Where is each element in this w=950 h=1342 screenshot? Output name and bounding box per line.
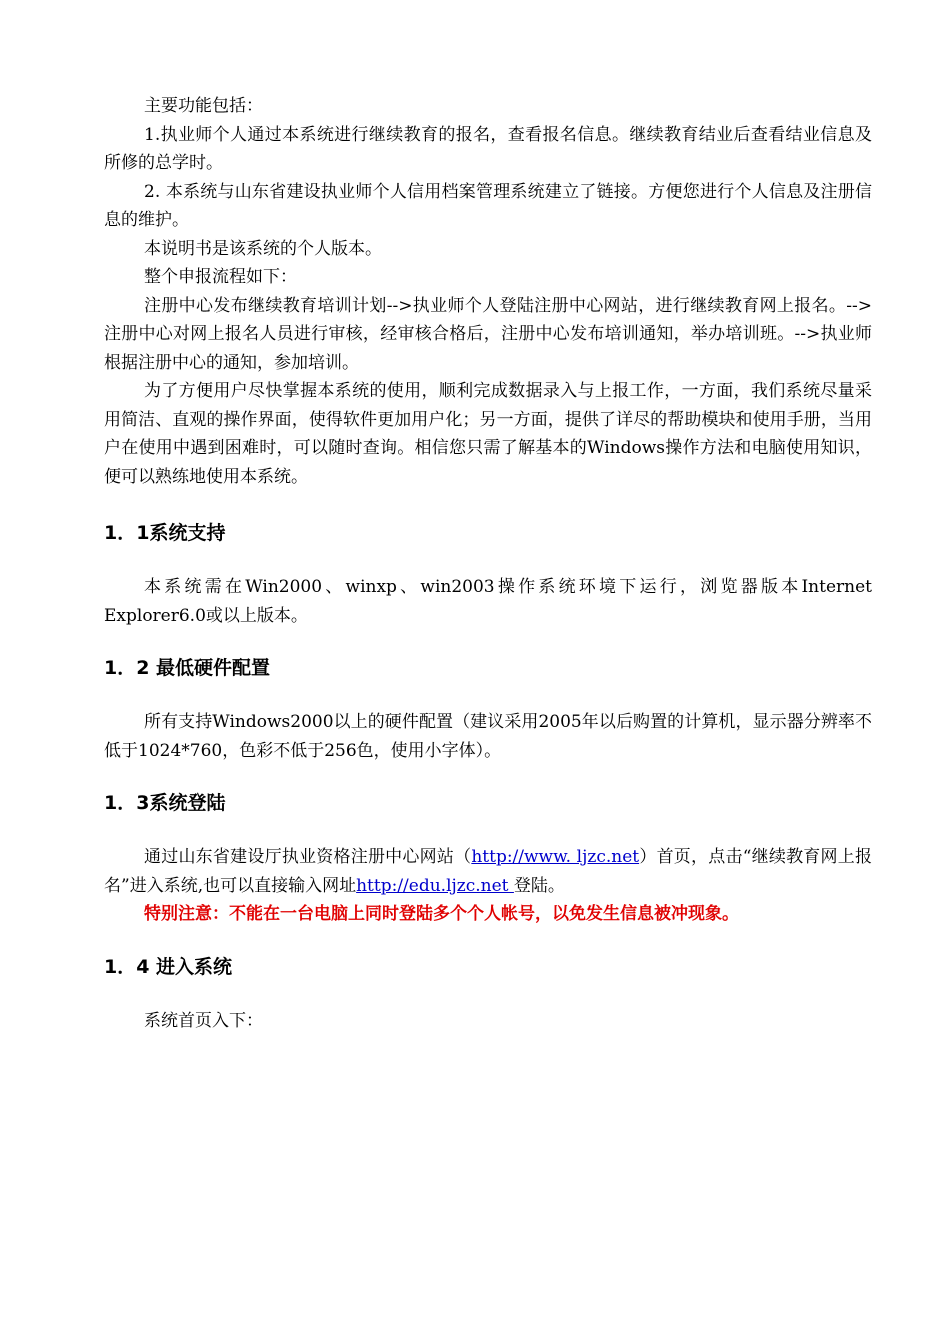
section-body-login [104,843,872,900]
intro-paragraph-6: 注册中心发布继续教育培训计划-->执业师个人登陆注册中心网站，进行继续教育网上报名。-->注册中心对网上报名人员进行审核，经审核合格后，注册中心发布培训通知，举办培训班。-->执业师根据注册中心的通知，参加培训。 [104,295,872,373]
login-text-c: 登陆。 [513,875,565,896]
section-heading-system-support: 1．1系统支持 [104,522,226,544]
edu-site-link[interactable]: http://edu.ljzc.net [356,875,514,896]
section-body-system-support: 本系统需在Win2000、winxp、win2003操作系统环境下运行，浏览器版本Internet Explorer6.0或以上版本。 [104,577,872,626]
intro-paragraph-3: 2. 本系统与山东省建设执业师个人信用档案管理系统建立了链接。方便您进行个人信息及注册信息的维护。 [104,181,872,230]
section-heading-login: 1．3系统登陆 [104,792,226,814]
login-text-b: ）首页，点击“继续教育网上报名”进入系统,也可以直接输入网址 [104,847,872,896]
special-notice: 特别注意：不能在一台电脑上同时登陆多个个人帐号，以免发生信息被冲现象。 [144,904,739,924]
section-body-enter-system: 系统首页入下： [144,1010,263,1031]
section-heading-enter-system: 1．4 进入系统 [104,955,233,978]
login-text-a: 通过山东省建设厅执业资格注册中心网站（ [144,847,472,867]
intro-paragraph-1: 主要功能包括： [144,96,263,116]
intro-paragraph-4: 本说明书是该系统的个人版本。 [144,238,382,259]
document-page [104,92,872,1035]
intro-paragraph-7: 为了方便用户尽快掌握本系统的使用，顺利完成数据录入与上报工作，一方面，我们系统尽量采用简洁、直观的操作界面，使得软件更加用户化；另一方面，提供了详尽的帮助模块和使用手册，当用户在使用中遇到困难时，可以随时查询。相信您只需了解基本的Windows操作方法和电脑使用知识，便可以熟练地使用本系统。 [104,381,872,487]
section-body-hardware: 所有支持Windows2000以上的硬件配置（建议采用2005年以后购置的计算机，显示器分辨率不低于1024*760，色彩不低于256色，使用小字体）。 [104,712,872,761]
section-heading-hardware: 1．2 最低硬件配置 [104,657,271,679]
intro-paragraph-5: 整个申报流程如下： [144,267,297,287]
registration-center-link[interactable]: http://www. ljzc.net [471,847,640,867]
intro-paragraph-2: 1.执业师个人通过本系统进行继续教育的报名，查看报名信息。继续教育结业后查看结业信息及所修的总学时。 [104,124,872,173]
